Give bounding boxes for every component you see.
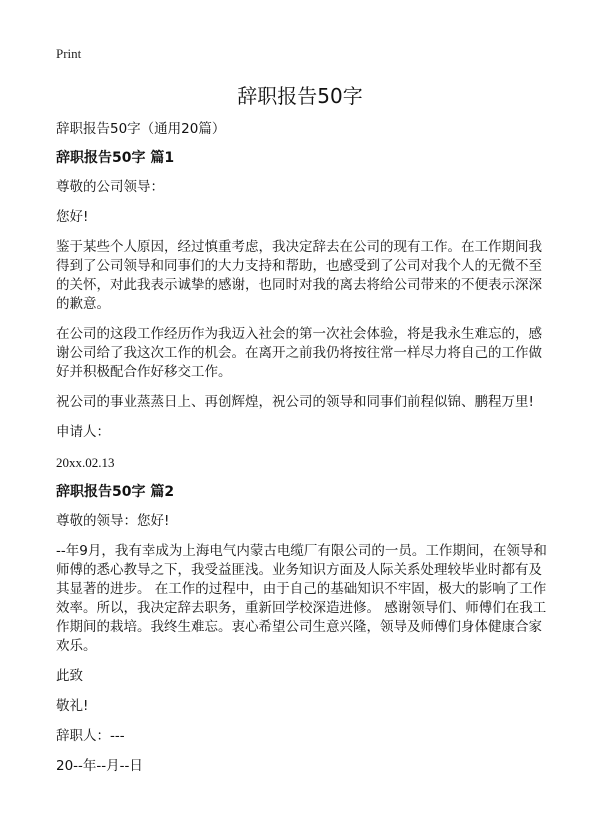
date-line: 20xx.02.13 bbox=[56, 455, 115, 470]
section-heading-1: 辞职报告50字 篇1 bbox=[56, 150, 175, 166]
section-heading-2: 辞职报告50字 篇2 bbox=[56, 484, 175, 500]
body-paragraph: 在公司的这段工作经历作为我迈入社会的第一次社会体验，将是我永生难忘的，感谢公司给了我这次工作的机会。在离开之前我仍将按往常一样尽力将自己的工作做好并积极配合作好移交工作。 bbox=[56, 326, 542, 380]
document-body bbox=[56, 120, 554, 787]
page-title: 辞职报告50字 bbox=[237, 84, 363, 108]
salutation: 尊敬的公司领导： bbox=[56, 179, 164, 195]
signature-line: 申请人： bbox=[56, 424, 110, 440]
date-line: 20--年--月--日 bbox=[56, 758, 143, 774]
salutation: 尊敬的领导：您好! bbox=[56, 513, 170, 529]
closing-line: 敬礼! bbox=[56, 698, 89, 714]
document-subtitle: 辞职报告50字（通用20篇） bbox=[56, 121, 226, 137]
print-label: Print bbox=[56, 46, 82, 61]
body-paragraph: --年9月，我有幸成为上海电气内蒙古电缆厂有限公司的一员。工作期间，在领导和师傅的悉心教导之下，我受益匪浅。业务知识方面及人际关系处理较毕业时都有及其显著的进步。 在工作的过程中，由于自己的基础知识不牢固，极大的影响了工作效率。所以，我决定辞去职务，重新回学校深造进修。 感谢领导们、师傅们在我工作期间的栽培。我终生难忘。衷心希望公司生意兴隆，领导及师傅们身体健康合家欢乐。 bbox=[56, 543, 547, 654]
body-paragraph: 鉴于某些个人原因，经过慎重考虑，我决定辞去在公司的现有工作。在工作期间我得到了公司领导和同事们的大力支持和帮助，也感受到了公司对我个人的无微不至的关怀，对此我表示诚挚的感谢，也同时对我的离去将给公司带来的不便表示深深的歉意。 bbox=[56, 239, 542, 312]
closing-line: 此致 bbox=[56, 668, 83, 684]
signature-line: 辞职人：--- bbox=[56, 728, 125, 744]
greeting: 您好! bbox=[56, 209, 89, 225]
body-paragraph: 祝公司的事业蒸蒸日上、再创辉煌，祝公司的领导和同事们前程似锦、鹏程万里! bbox=[56, 394, 534, 410]
